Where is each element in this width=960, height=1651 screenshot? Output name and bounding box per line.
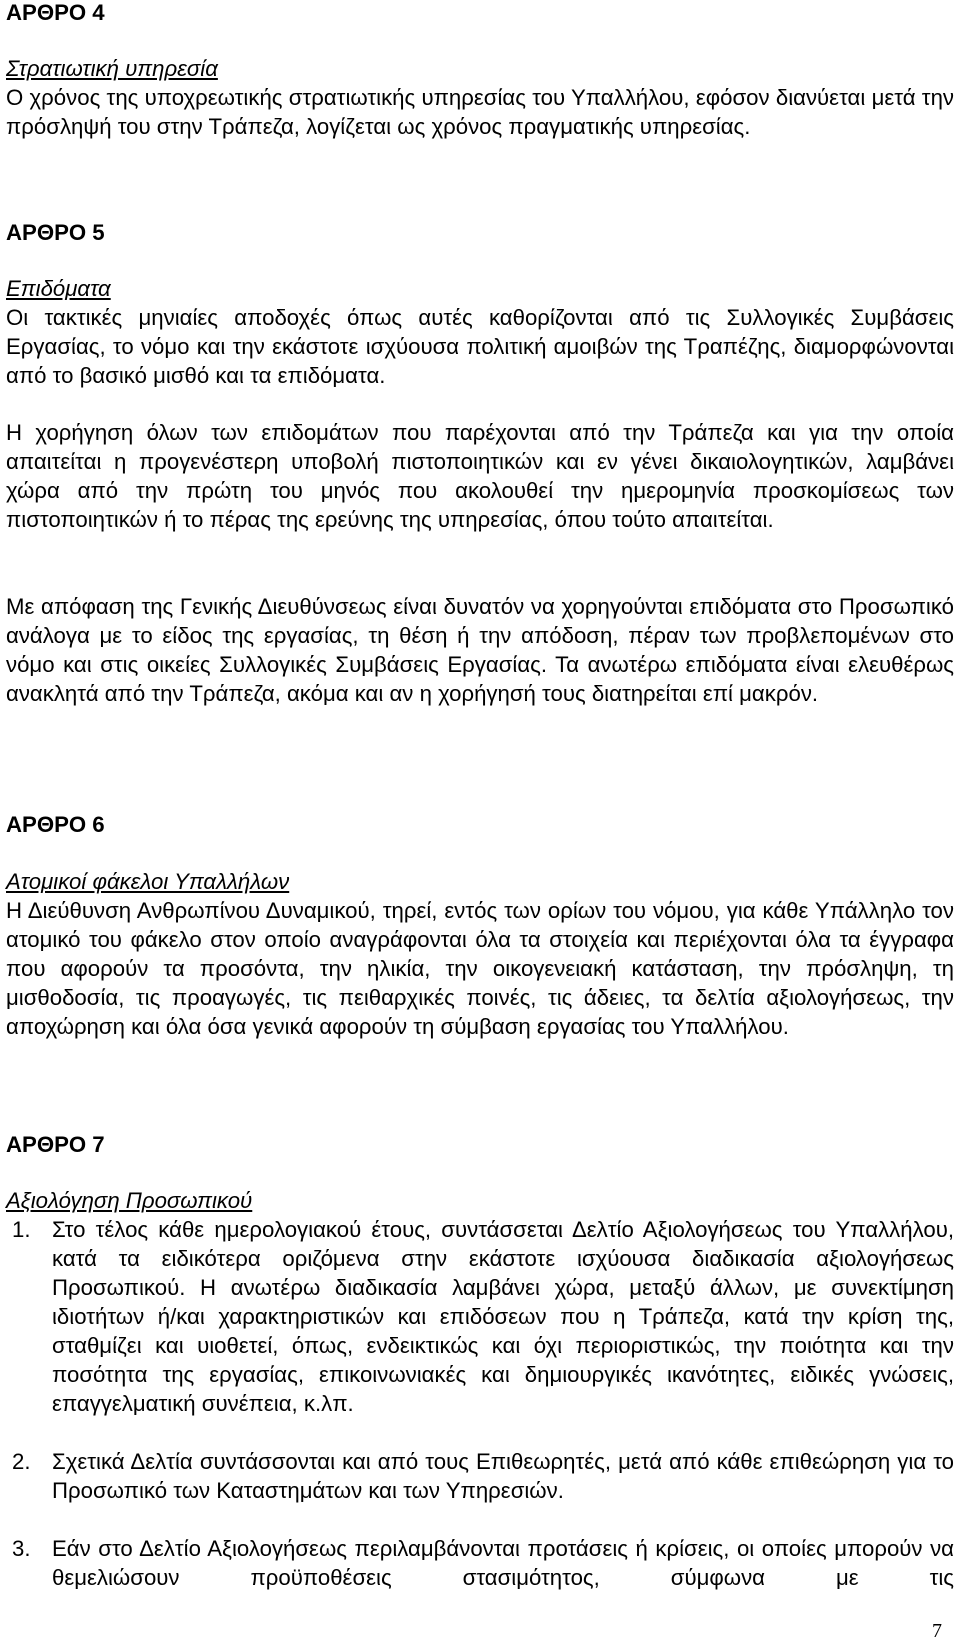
article-4-subtitle: Στρατιωτική υπηρεσία bbox=[6, 56, 218, 81]
list-item-number: 2. bbox=[12, 1449, 31, 1474]
list-item bbox=[6, 1215, 954, 1418]
article-4-heading: ΑΡΘΡΟ 4 bbox=[6, 0, 105, 25]
list-item-text: Στο τέλος κάθε ημερολογιακού έτους, συντάσσεται Δελτίο Αξιολογήσεως του Υπαλλήλου, κατά τα ειδικότερα οριζόμενα στην εκάστοτε ισχύουσα διαδικασία αξιολογήσεως Προσωπικού. Η ανωτέρω διαδικασία λαμβάνει χώρα, μεταξύ άλλων, με συνεκτίμηση ιδιοτήτων ή/και χαρακτηριστικών και επιδόσεων που η Τράπεζα, κατά την κρίση της, σταθμίζει και υιοθετεί, όπως, ενδεικτικώς και όχι περιοριστικώς, την ποιότητα και την ποσότητα της εργασίας, επικοινωνιακές και δημιουργικές ικανότητες, ειδικές γνώσεις, επαγγελματική συνέπεια, κ.λπ. bbox=[52, 1217, 954, 1416]
article-7-heading: ΑΡΘΡΟ 7 bbox=[6, 1132, 105, 1157]
article-5-subtitle: Επιδόματα bbox=[6, 276, 111, 301]
list-item-number: 3. bbox=[12, 1536, 31, 1561]
article-5-paragraph-2: Η χορήγηση όλων των επιδομάτων που παρέχονται από την Τράπεζα και για την οποία απαιτείται η προγενέστερη υποβολή πιστοποιητικών και εν γένει δικαιολογητικών, λαμβάνει χώρα από την πρώτη του μηνός που ακολουθεί την ημερομηνία προσκομίσεως των πιστοποιητικών ή το πέρας της ερεύνης της υπηρεσίας, όπου τούτο απαιτείται. bbox=[6, 420, 954, 532]
page-number: 7 bbox=[932, 1620, 942, 1642]
article-5-paragraph-1: Οι τακτικές μηνιαίες αποδοχές όπως αυτές καθορίζονται από τις Συλλογικές Συμβάσεις Εργασίας, το νόμο και την εκάστοτε ισχύουσα πολιτική αμοιβών της Τραπέζης, διαμορφώνονται από το βασικό μισθό και τα επιδόματα. bbox=[6, 305, 954, 388]
list-item-text: Εάν στο Δελτίο Αξιολογήσεως περιλαμβάνονται προτάσεις ή κρίσεις, οι οποίες μπορούν να θεμελιώσουν προϋποθέσεις στασιμότητος, σύμφωνα με τις bbox=[52, 1536, 954, 1590]
article-4-paragraph: Ο χρόνος της υποχρεωτικής στρατιωτικής υπηρεσίας του Υπαλλήλου, εφόσον διανύεται μετά την πρόσληψή του στην Τράπεζα, λογίζεται ως χρόνος πραγματικής υπηρεσίας. bbox=[6, 85, 954, 139]
list-item-text: Σχετικά Δελτία συντάσσονται και από τους Επιθεωρητές, μετά από κάθε επιθεώρηση για το Προσωπικό των Καταστημάτων και των Υπηρεσιών. bbox=[52, 1449, 954, 1503]
list-item bbox=[6, 1447, 954, 1505]
list-item bbox=[6, 1534, 954, 1592]
list-item-number: 1. bbox=[12, 1217, 31, 1242]
article-5-paragraph-3: Με απόφαση της Γενικής Διευθύνσεως είναι δυνατόν να χορηγούνται επιδόματα στο Προσωπικό ανάλογα με το είδος της εργασίας, τη θέση ή την απόδοση, πέραν των προβλεπομένων στο νόμο και στις οικείες Συλλογικές Συμβάσεις Εργασίας. Τα ανωτέρω επιδόματα είναι ελευθέρως ανακλητά από την Τράπεζα, ακόμα και αν η χορήγησή τους διατηρείται επί μακρόν. bbox=[6, 594, 954, 706]
article-6-paragraph: Η Διεύθυνση Ανθρωπίνου Δυναμικού, τηρεί, εντός των ορίων του νόμου, για κάθε Υπάλληλο τον ατομικό του φάκελο στον οποίο αναγράφονται όλα τα στοιχεία και περιέχονται όλα τα έγγραφα που αφορούν τα προσόντα, την ηλικία, την οικογενειακή κατάσταση, την πρόσληψη, τη μισθοδοσία, τις προαγωγές, τις πειθαρχικές ποινές, τις άδειες, τα δελτία αξιολογήσεως, την αποχώρηση και όλα όσα γενικά αφορούν τη σύμβαση εργασίας του Υπαλλήλου. bbox=[6, 898, 954, 1039]
article-6-heading: ΑΡΘΡΟ 6 bbox=[6, 812, 105, 837]
article-7-subtitle: Αξιολόγηση Προσωπικού bbox=[6, 1188, 253, 1213]
article-6-subtitle: Ατομικοί φάκελοι Υπαλλήλων bbox=[6, 869, 290, 894]
article-5-heading: ΑΡΘΡΟ 5 bbox=[6, 220, 105, 245]
evaluation-list bbox=[6, 1215, 954, 1592]
